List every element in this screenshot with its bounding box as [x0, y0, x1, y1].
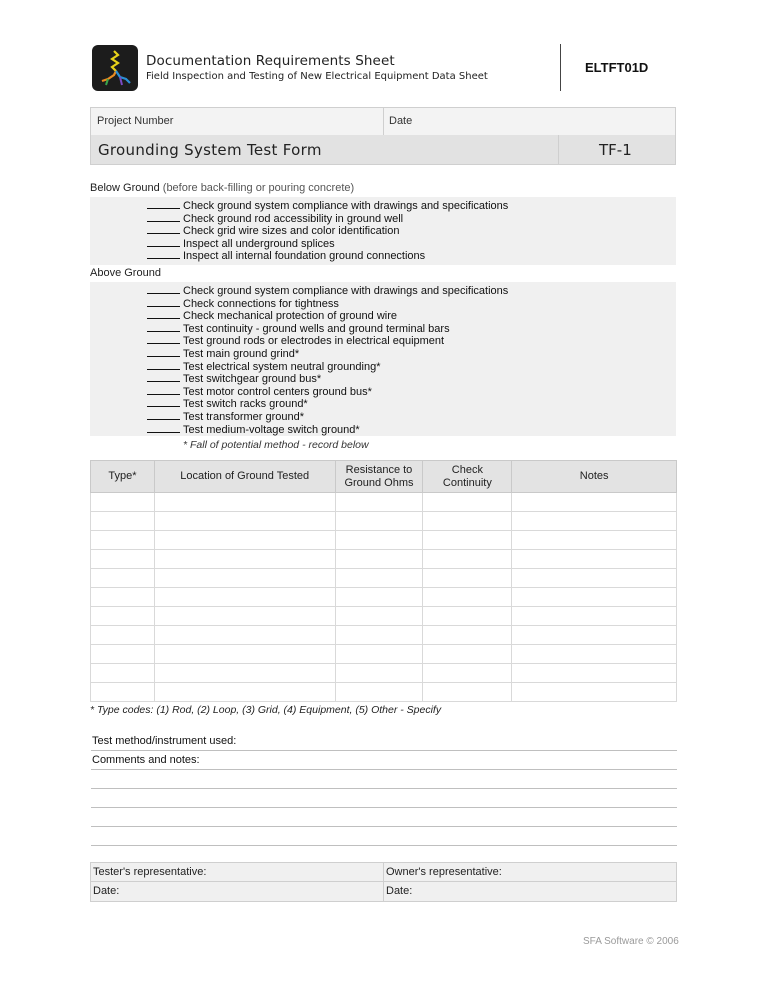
- document-title: Documentation Requirements Sheet: [146, 53, 395, 69]
- table-cell[interactable]: [91, 493, 155, 512]
- table-cell[interactable]: [512, 607, 677, 626]
- checkmark-blank[interactable]: [147, 372, 180, 382]
- checklist-item[interactable]: [147, 423, 360, 436]
- checklist-item[interactable]: [147, 410, 304, 423]
- table-row: [91, 493, 677, 512]
- column-header-label: Continuity: [442, 476, 492, 489]
- comments-line[interactable]: [91, 845, 677, 846]
- below-ground-heading: [90, 182, 354, 194]
- table-cell[interactable]: [335, 664, 423, 683]
- table-cell[interactable]: [91, 626, 155, 645]
- checklist-item-label: Inspect all underground splices: [183, 237, 335, 250]
- table-row: [91, 664, 677, 683]
- table-cell[interactable]: [512, 550, 677, 569]
- checklist-item-label: Inspect all internal foundation ground connections: [183, 250, 426, 263]
- table-cell[interactable]: [335, 645, 423, 664]
- ground-test-table: [90, 460, 677, 702]
- table-row: [91, 645, 677, 664]
- fall-of-potential-note: * Fall of potential method - record below: [183, 439, 369, 451]
- table-row: [91, 550, 677, 569]
- checkmark-blank[interactable]: [147, 199, 180, 209]
- table-cell[interactable]: [423, 550, 512, 569]
- tester-representative-field[interactable]: Tester's representative:: [93, 866, 207, 878]
- table-cell[interactable]: [512, 645, 677, 664]
- table-cell[interactable]: [154, 645, 335, 664]
- checklist-item[interactable]: [147, 199, 508, 212]
- checklist-item-label: Test electrical system neutral grounding*: [183, 360, 381, 373]
- document-code: ELTFT01D: [585, 60, 649, 75]
- checklist-item[interactable]: [147, 385, 372, 398]
- table-cell[interactable]: [423, 493, 512, 512]
- table-cell[interactable]: [512, 683, 677, 702]
- table-cell[interactable]: [335, 588, 423, 607]
- table-row: [91, 607, 677, 626]
- checkmark-blank[interactable]: [147, 284, 180, 294]
- table-cell[interactable]: [154, 493, 335, 512]
- table-cell[interactable]: [423, 645, 512, 664]
- comments-line[interactable]: [91, 769, 677, 770]
- table-cell[interactable]: [154, 512, 335, 531]
- table-cell[interactable]: [335, 531, 423, 550]
- table-cell[interactable]: [423, 607, 512, 626]
- comments-label: Comments and notes:: [92, 754, 200, 766]
- table-cell[interactable]: [512, 664, 677, 683]
- checklist-item[interactable]: [147, 322, 450, 335]
- checklist-item-label: Test motor control centers ground bus*: [183, 385, 372, 398]
- checkmark-blank[interactable]: [147, 334, 180, 344]
- table-cell[interactable]: [335, 607, 423, 626]
- checklist-item[interactable]: [147, 334, 444, 347]
- comments-line[interactable]: [91, 807, 677, 808]
- checklist-item[interactable]: [147, 284, 508, 297]
- checklist-item-label: Check grid wire sizes and color identification: [183, 225, 400, 238]
- checkmark-blank[interactable]: [147, 309, 180, 319]
- checkmark-blank[interactable]: [147, 385, 180, 395]
- column-header-label: Resistance to: [345, 463, 413, 476]
- table-cell[interactable]: [335, 493, 423, 512]
- table-cell[interactable]: [91, 512, 155, 531]
- column-header-label: Type*: [108, 470, 137, 482]
- table-cell[interactable]: [91, 550, 155, 569]
- checklist-item[interactable]: [147, 347, 299, 360]
- checkmark-blank[interactable]: [147, 322, 180, 332]
- checklist-item[interactable]: [147, 309, 397, 322]
- checklist-item-label: Test switch racks ground*: [183, 398, 308, 411]
- checklist-item[interactable]: [147, 397, 308, 410]
- table-cell[interactable]: [91, 683, 155, 702]
- table-row: [91, 626, 677, 645]
- table-cell[interactable]: [335, 512, 423, 531]
- table-cell[interactable]: [91, 645, 155, 664]
- checklist-item-label: Test switchgear ground bus*: [183, 373, 322, 386]
- table-cell[interactable]: [91, 607, 155, 626]
- form-title-divider: [558, 135, 559, 164]
- checklist-item[interactable]: [147, 360, 380, 373]
- table-row: [91, 531, 677, 550]
- checklist-item-label: Check mechanical protection of ground wire: [183, 310, 398, 323]
- column-header-label: Location of Ground Tested: [180, 470, 310, 482]
- table-cell[interactable]: [335, 569, 423, 588]
- checklist-item[interactable]: [147, 249, 425, 262]
- project-number-field[interactable]: Project Number: [97, 115, 174, 127]
- table-cell[interactable]: [423, 664, 512, 683]
- copyright-footer: SFA Software © 2006: [583, 936, 679, 947]
- table-column-header: [423, 461, 512, 493]
- table-column-header: [512, 461, 677, 493]
- checkmark-blank[interactable]: [147, 410, 180, 420]
- table-cell[interactable]: [423, 531, 512, 550]
- table-row: [91, 683, 677, 702]
- table-cell[interactable]: [91, 664, 155, 683]
- table-cell[interactable]: [423, 588, 512, 607]
- table-column-header: [154, 461, 335, 493]
- table-cell[interactable]: [154, 588, 335, 607]
- checklist-item-label: Test continuity - ground wells and ground terminal bars: [183, 322, 450, 335]
- column-header-label: Ground Ohms: [344, 476, 414, 489]
- project-divider: [383, 108, 384, 135]
- test-method-line[interactable]: [91, 750, 677, 751]
- table-header-row: [91, 461, 677, 493]
- table-cell[interactable]: [512, 531, 677, 550]
- checklist-item[interactable]: [147, 297, 339, 310]
- signature-divider-vertical: [383, 863, 384, 901]
- table-cell[interactable]: [91, 569, 155, 588]
- table-cell[interactable]: [154, 683, 335, 702]
- column-header-label: Check: [451, 463, 483, 476]
- checklist-item[interactable]: [147, 224, 399, 237]
- table-row: [91, 569, 677, 588]
- checklist-item-label: Check ground rod accessibility in ground well: [183, 212, 404, 225]
- table-cell[interactable]: [91, 531, 155, 550]
- table-cell[interactable]: [154, 531, 335, 550]
- table-cell[interactable]: [335, 550, 423, 569]
- table-cell[interactable]: [423, 683, 512, 702]
- table-column-header: [91, 461, 155, 493]
- checklist-item-label: Check connections for tightness: [183, 297, 339, 310]
- checklist-item[interactable]: [147, 237, 335, 250]
- table-cell[interactable]: [512, 569, 677, 588]
- table-cell[interactable]: [335, 626, 423, 645]
- lightning-logo-icon: [92, 45, 138, 91]
- above-ground-checklist: [90, 282, 676, 436]
- owner-representative-field[interactable]: Owner's representative:: [386, 866, 502, 878]
- table-cell[interactable]: [423, 626, 512, 645]
- type-codes-note: * Type codes: (1) Rod, (2) Loop, (3) Grid, (4) Equipment, (5) Other - Specify: [90, 704, 442, 716]
- checkmark-blank[interactable]: [147, 237, 180, 247]
- table-column-header: [335, 461, 423, 493]
- table-cell[interactable]: [91, 588, 155, 607]
- checkmark-blank[interactable]: [147, 360, 180, 370]
- table-row: [91, 512, 677, 531]
- checklist-item-label: Check ground system compliance with drawings and specifications: [183, 285, 509, 297]
- table-cell[interactable]: [423, 569, 512, 588]
- test-method-label: Test method/instrument used:: [92, 735, 237, 747]
- comments-line[interactable]: [91, 788, 677, 789]
- form-code: TF-1: [599, 141, 632, 159]
- table-cell[interactable]: [335, 683, 423, 702]
- above-ground-heading: Above Ground: [90, 267, 161, 279]
- owner-date-field[interactable]: Date:: [386, 885, 413, 897]
- checklist-item-label: Test transformer ground*: [183, 411, 305, 423]
- checkmark-blank[interactable]: [147, 347, 180, 357]
- table-cell[interactable]: [154, 607, 335, 626]
- below-ground-title: Below Ground: [90, 182, 160, 194]
- checklist-item[interactable]: [147, 212, 403, 225]
- checklist-item[interactable]: [147, 372, 321, 385]
- checklist-item-label: Test main ground grind*: [183, 348, 300, 360]
- table-cell[interactable]: [512, 512, 677, 531]
- project-date-field[interactable]: Date: [389, 115, 413, 127]
- checkmark-blank[interactable]: [147, 397, 180, 407]
- below-ground-checklist: [90, 197, 676, 265]
- table-cell[interactable]: [512, 626, 677, 645]
- checkmark-blank[interactable]: [147, 212, 180, 222]
- below-ground-note: (before back-filling or pouring concrete): [162, 182, 355, 194]
- table-cell[interactable]: [154, 626, 335, 645]
- checklist-item-label: Test ground rods or electrodes in electrical equipment: [183, 335, 445, 348]
- table-cell[interactable]: [423, 512, 512, 531]
- tester-date-field[interactable]: Date:: [93, 885, 120, 897]
- checkmark-blank[interactable]: [147, 423, 180, 433]
- table-cell[interactable]: [154, 569, 335, 588]
- checkmark-blank[interactable]: [147, 297, 180, 307]
- comments-line[interactable]: [91, 826, 677, 827]
- table-row: [91, 588, 677, 607]
- checklist-item-label: Check ground system compliance with drawings and specifications: [183, 200, 509, 212]
- form-title: Grounding System Test Form: [98, 141, 322, 159]
- table-cell[interactable]: [154, 550, 335, 569]
- table-cell[interactable]: [512, 493, 677, 512]
- column-header-label: Notes: [579, 470, 609, 482]
- table-cell[interactable]: [512, 588, 677, 607]
- table-cell[interactable]: [154, 664, 335, 683]
- checkmark-blank[interactable]: [147, 224, 180, 234]
- header-divider: [560, 44, 561, 91]
- checkmark-blank[interactable]: [147, 249, 180, 259]
- document-subtitle: Field Inspection and Testing of New Electrical Equipment Data Sheet: [146, 71, 488, 82]
- checklist-item-label: Test medium-voltage switch ground*: [183, 423, 360, 436]
